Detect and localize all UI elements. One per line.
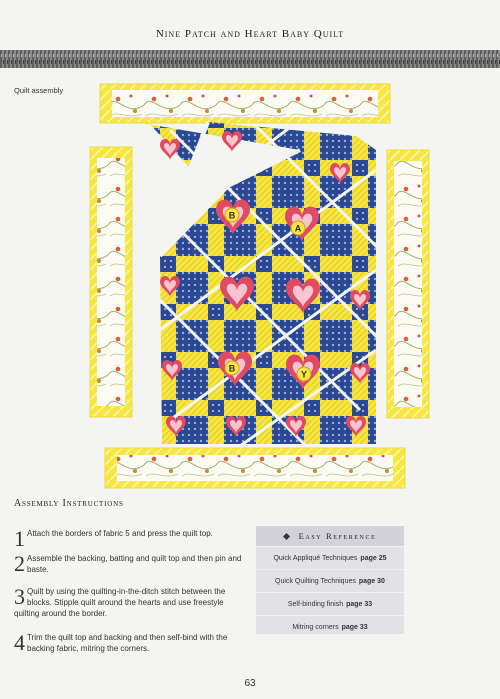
reference-item-page: page 33 — [341, 623, 368, 631]
step-text: Attach the borders of fabric 5 and press the quilt top. — [27, 529, 213, 538]
instruction-step-1 — [14, 528, 250, 549]
letter-a: A — [294, 223, 302, 234]
letter-y: Y — [300, 369, 308, 380]
easy-reference-title: Easy Reference — [298, 531, 377, 541]
figure-label: Quilt assembly — [14, 86, 64, 95]
reference-item-page: page 25 — [360, 554, 387, 562]
right-border-strip — [387, 150, 429, 418]
letter-b2: B — [228, 363, 236, 374]
reference-item — [256, 592, 404, 615]
top-border-strip — [100, 84, 390, 123]
page-header-title: Nine Patch and Heart Baby Quilt — [155, 28, 345, 40]
reference-item — [256, 569, 404, 592]
step-number: 1 — [14, 526, 25, 551]
page-number: 63 — [244, 678, 256, 689]
easy-reference-header — [256, 526, 404, 546]
letter-applique-b2 — [225, 361, 239, 375]
letter-applique-b1 — [225, 208, 239, 222]
instruction-step-3 — [14, 586, 250, 619]
reference-item-page: page 30 — [358, 577, 385, 585]
reference-item-label: Mitring corners — [292, 623, 339, 631]
reference-item-label: Quick Appliqué Techniques — [273, 554, 358, 562]
easy-reference-box — [256, 526, 404, 634]
step-text: Trim the quilt top and backing and then self-bind with the backing fabric, mitring the corners. — [27, 633, 228, 653]
reference-item-label: Quick Quilting Techniques — [275, 577, 356, 585]
step-number: 3 — [14, 584, 25, 609]
step-number: 4 — [14, 630, 25, 655]
assembly-instructions-title: Assembly Instructions — [14, 498, 124, 509]
step-number: 2 — [14, 551, 25, 576]
reference-item — [256, 546, 404, 569]
reference-item-label: Self-binding finish — [287, 600, 344, 608]
reference-item — [256, 615, 404, 638]
reference-item-page: page 33 — [346, 600, 373, 608]
step-text: Assemble the backing, batting and quilt top and then pin and baste. — [27, 554, 242, 574]
step-text: Quilt by using the quilting-in-the-ditch stitch between the blocks. Stipple quilt around the hearts and use freestyle quilting around the border. — [14, 587, 226, 618]
instruction-step-2 — [14, 553, 250, 575]
instruction-step-4 — [14, 632, 250, 654]
diamond-bullet-icon — [283, 532, 290, 539]
letter-applique-y — [297, 367, 311, 381]
bottom-border-strip — [105, 448, 405, 488]
left-border-strip — [90, 147, 132, 417]
letter-applique-a — [291, 221, 305, 235]
letter-b1: B — [228, 210, 236, 221]
